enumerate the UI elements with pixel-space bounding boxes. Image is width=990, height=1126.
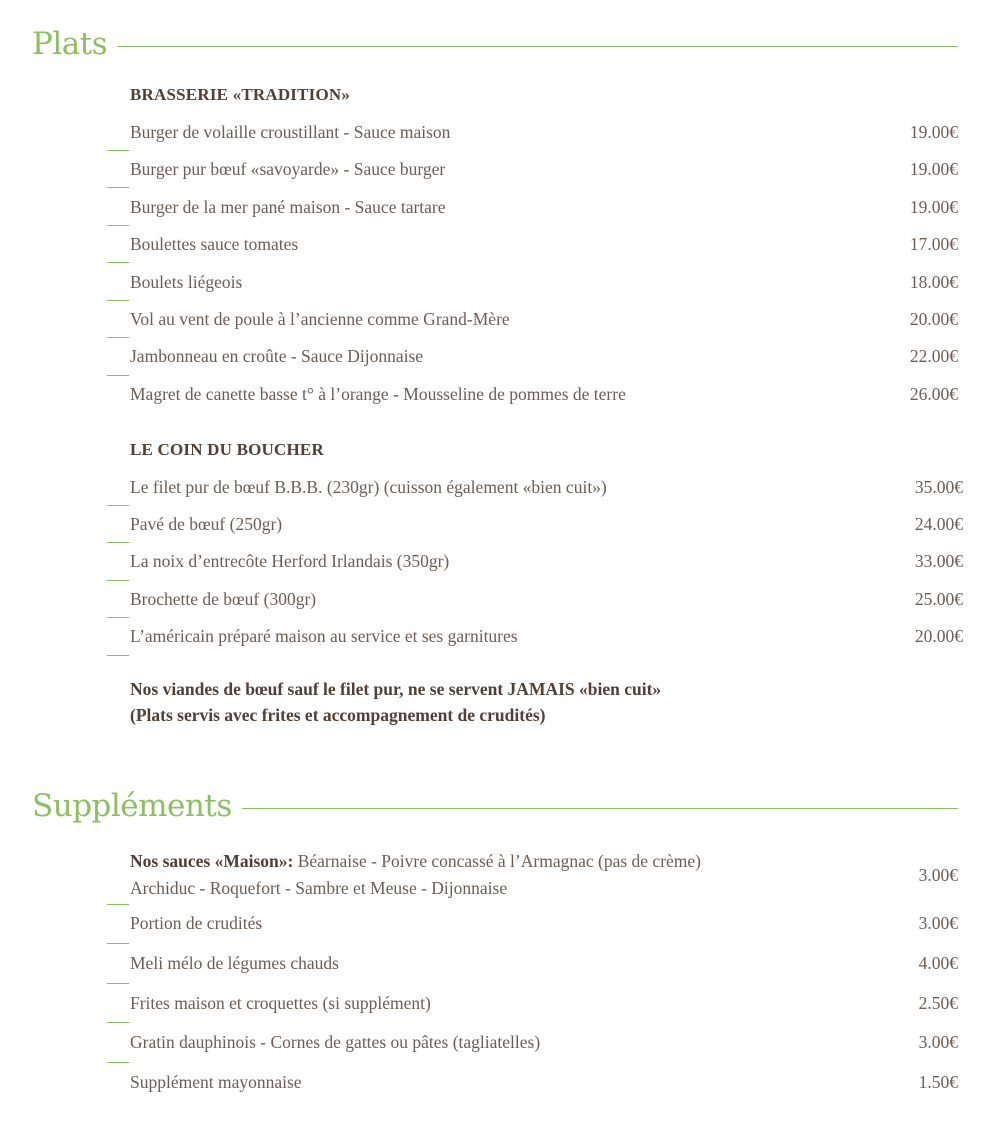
section-divider — [117, 46, 958, 47]
menu-item: Frites maison et croquettes (si supplément) — [130, 993, 431, 1013]
item-separator — [107, 1022, 129, 1023]
menu-item-price: 20.00€ — [909, 309, 958, 329]
menu-item: La noix d’entrecôte Herford Irlandais (350gr) — [130, 551, 450, 571]
menu-item-price: 22.00€ — [909, 346, 958, 366]
menu-item-price: 1.50€ — [918, 1072, 958, 1092]
item-separator — [107, 655, 129, 656]
menu-item-price: 19.00€ — [909, 122, 958, 142]
section-header-plats — [32, 26, 958, 62]
menu-item: Burger de la mer pané maison - Sauce tartare — [130, 197, 446, 217]
item-separator — [107, 375, 129, 376]
menu-item-price: 2.50€ — [918, 993, 958, 1013]
item-separator — [107, 904, 129, 905]
beef-note: Nos viandes de bœuf sauf le filet pur, ne se servent JAMAIS «bien cuit» — [130, 679, 662, 699]
menu-item: Burger de volaille croustillant - Sauce maison — [130, 122, 451, 142]
menu-item-price: 20.00€ — [914, 626, 963, 646]
sauces-list-2: Archiduc - Roquefort - Sambre et Meuse - Dijonnaise — [130, 878, 508, 898]
menu-item-price: 24.00€ — [914, 514, 963, 534]
section-title-supplements: Suppléments — [32, 788, 232, 824]
item-separator — [107, 262, 129, 263]
item-separator — [107, 617, 129, 618]
item-separator — [107, 943, 129, 944]
menu-item: Pavé de bœuf (250gr) — [130, 514, 283, 534]
sides-note: (Plats servis avec frites et accompagnement de crudités) — [130, 705, 546, 725]
menu-item: L’américain préparé maison au service et ses garnitures — [130, 626, 518, 646]
menu-item: Brochette de bœuf (300gr) — [130, 589, 317, 609]
item-separator — [107, 542, 129, 543]
menu-item: Boulets liégeois — [130, 272, 243, 292]
item-separator — [107, 1062, 129, 1063]
menu-item-price: 17.00€ — [909, 234, 958, 254]
item-separator — [107, 580, 129, 581]
section-title-plats: Plats — [32, 26, 108, 62]
sauces-item-line1 — [130, 851, 701, 872]
menu-item-price: 25.00€ — [914, 589, 963, 609]
item-separator — [107, 150, 129, 151]
menu-item: Gratin dauphinois - Cornes de gattes ou pâtes (tagliatelles) — [130, 1032, 541, 1052]
menu-item: Meli mélo de légumes chauds — [130, 953, 339, 973]
menu-item-price: 33.00€ — [914, 551, 963, 571]
menu-item-price: 19.00€ — [909, 159, 958, 179]
menu-item: Le filet pur de bœuf B.B.B. (230gr) (cuisson également «bien cuit») — [130, 477, 607, 497]
menu-item: Burger pur bœuf «savoyarde» - Sauce burger — [130, 159, 446, 179]
section-header-supplements — [32, 788, 958, 824]
menu-item: Supplément mayonnaise — [130, 1072, 302, 1092]
item-separator — [107, 187, 129, 188]
item-separator — [107, 337, 129, 338]
menu-item-price: 3.00€ — [918, 1032, 958, 1052]
category-title-boucher: LE COIN DU BOUCHER — [130, 440, 324, 459]
menu-item-price: 19.00€ — [909, 197, 958, 217]
menu-item: Boulettes sauce tomates — [130, 234, 299, 254]
item-separator — [107, 225, 129, 226]
menu-item-price: 3.00€ — [918, 865, 958, 885]
menu-item-price: 35.00€ — [914, 477, 963, 497]
menu-item-price: 18.00€ — [909, 272, 958, 292]
menu-item: Portion de crudités — [130, 913, 263, 933]
section-divider — [242, 808, 958, 809]
menu-item-price: 4.00€ — [918, 953, 958, 973]
category-title-brasserie: BRASSERIE «TRADITION» — [130, 85, 351, 104]
menu-item: Magret de canette basse t° à l’orange - Mousseline de pommes de terre — [130, 384, 626, 404]
item-separator — [107, 300, 129, 301]
sauces-list-1: Béarnaise - Poivre concassé à l’Armagnac (pas de crème) — [293, 851, 701, 871]
sauces-lead: Nos sauces «Maison»: — [130, 851, 294, 871]
menu-item-price: 3.00€ — [918, 913, 958, 933]
item-separator — [107, 983, 129, 984]
menu-item-price: 26.00€ — [909, 384, 958, 404]
menu-item: Vol au vent de poule à l’ancienne comme Grand-Mère — [130, 309, 510, 329]
menu-item: Jambonneau en croûte - Sauce Dijonnaise — [130, 346, 424, 366]
item-separator — [107, 505, 129, 506]
